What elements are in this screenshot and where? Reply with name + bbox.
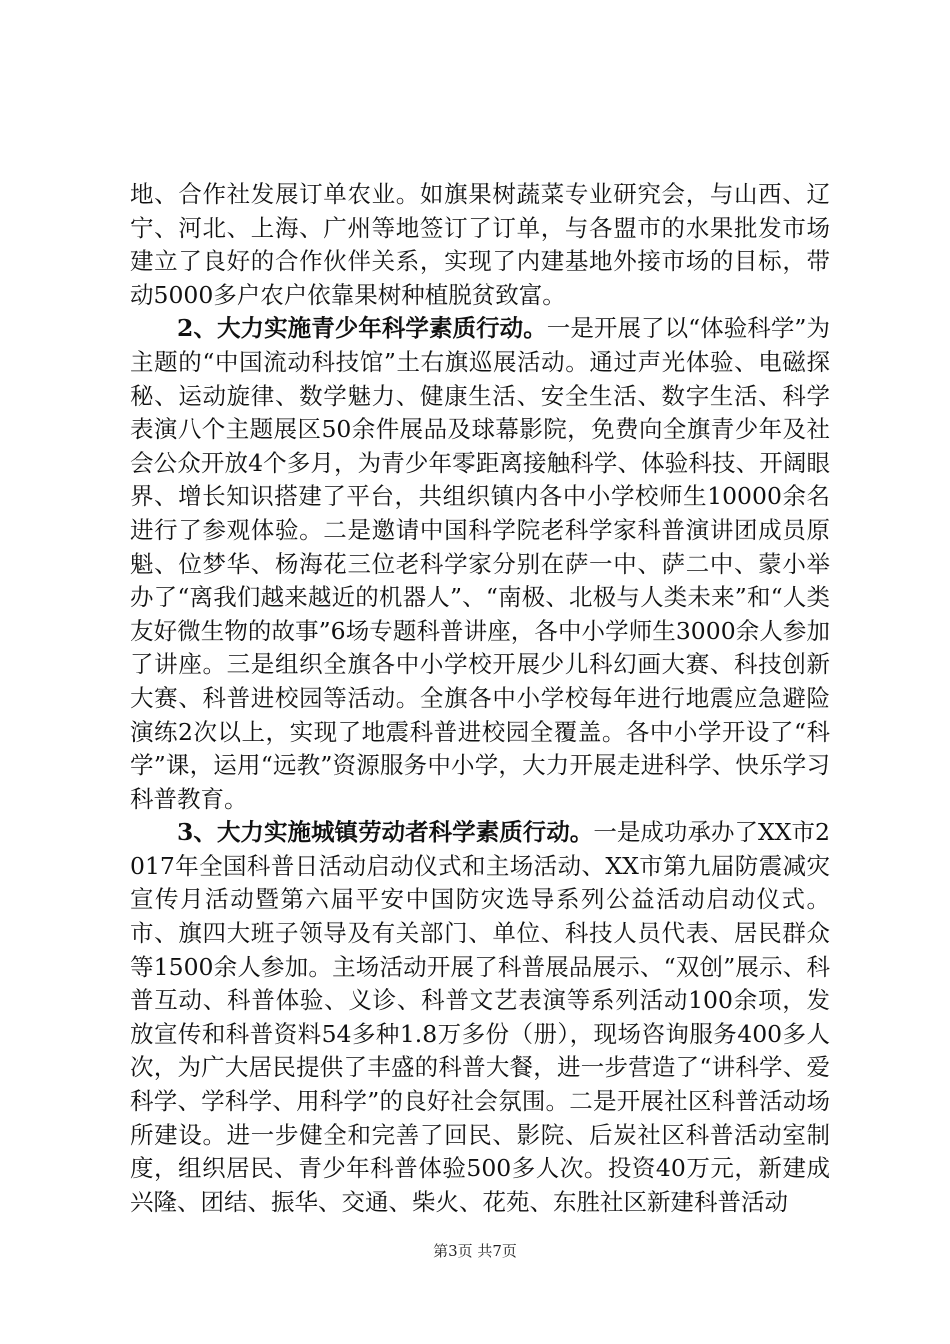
paragraph-youth-science — [130, 312, 830, 816]
paragraph-heading: 2、大力实施青少年科学素质行动。 — [177, 314, 547, 343]
paragraph-text: 一是成功承办了XX市2017年全国科普日活动启动仪式和主场活动、XX市第九届防震减灾宣传月活动暨第六届平安中国防灾选导系列公益活动启动仪式。市、旗四大班子领导及有关部门、单位、科技人员代表、居民群众等1500余人参加。主场活动开展了科普展品展示、“双创”展示、科普互动、科普体验、义诊、科普文艺表演等系列活动100余项，发放宣传和科普资料54多种1.8万多份（册），现场咨询服务400多人次，为广大居民提供了丰盛的科普大餐，进一步营造了“讲科学、爱科学、学科学、用科学”的良好社会氛围。二是开展社区科普活动场所建设。进一步健全和完善了回民、影院、后炭社区科普活动室制度，组织居民、青少年科普体验500多人次。投资40万元，新建成兴隆、团结、振华、交通、柴火、花苑、东胜社区新建科普活动 — [130, 818, 830, 1216]
document-body — [130, 178, 830, 1219]
page-number-footer: 第3页 共7页 — [433, 1242, 517, 1260]
paragraph-continuation — [130, 178, 830, 312]
paragraph-urban-workers-science — [130, 816, 830, 1219]
paragraph-text: 地、合作社发展订单农业。如旗果树蔬菜专业研究会，与山西、辽宁、河北、上海、广州等地签订了订单，与各盟市的水果批发市场建立了良好的合作伙伴关系，实现了内建基地外接市场的目标，带动5000多户农户依靠果树种植脱贫致富。 — [130, 180, 830, 309]
paragraph-text: 一是开展了以“体验科学”为主题的“中国流动科技馆”土右旗巡展活动。通过声光体验、电磁探秘、运动旋律、数学魅力、健康生活、安全生活、数字生活、科学表演八个主题展区50余件展品及球幕影院，免费向全旗青少年及社会公众开放4个多月，为青少年零距离接触科学、体验科技、开阔眼界、增长知识搭建了平台，共组织镇内各中小学校师生10000余名进行了参观体验。二是邀请中国科学院老科学家科普演讲团成员原魁、位梦华、杨海花三位老科学家分别在萨一中、萨二中、蒙小举办了“离我们越来越近的机器人”、“南极、北极与人类未来”和“人类友好微生物的故事”6场专题科普讲座，各中小学师生3000余人参加了讲座。三是组织全旗各中小学校开展少儿科幻画大赛、科技创新大赛、科普进校园等活动。全旗各中小学校每年进行地震应急避险演练2次以上，实现了地震科普进校园全覆盖。各中小学开设了“科学”课，运用“远教”资源服务中小学，大力开展走进科学、快乐学习科普教育。 — [130, 314, 830, 813]
paragraph-heading: 3、大力实施城镇劳动者科学素质行动。 — [177, 818, 594, 847]
